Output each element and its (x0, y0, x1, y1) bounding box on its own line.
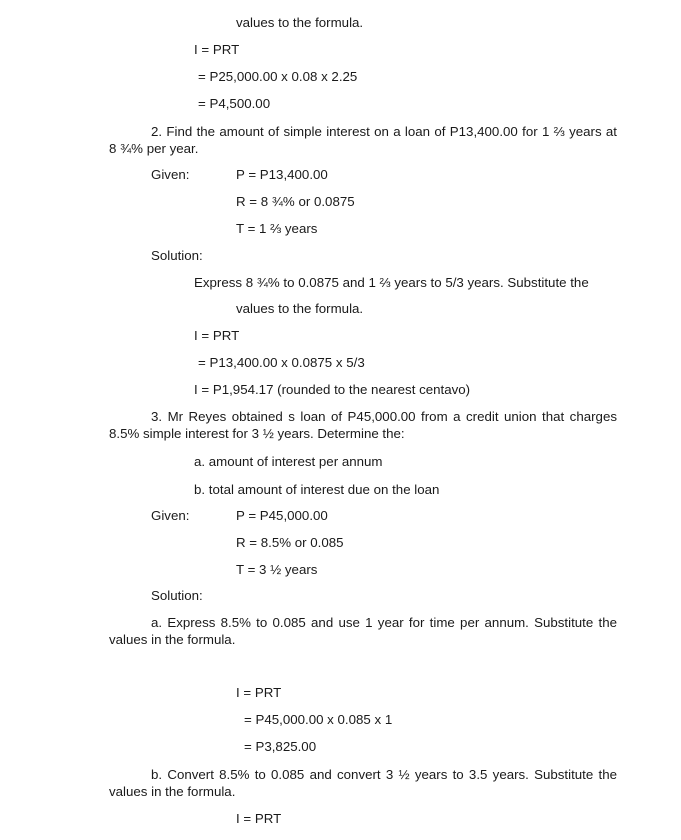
problem2-question: 2. Find the amount of simple interest on a loan of P13,400.00 for 1 ⅔ years at 8 ¾% per year. (109, 124, 617, 156)
example1-step-2: = P4,500.00 (198, 96, 271, 111)
problem3-given-p: P = P45,000.00 (236, 508, 328, 523)
problem3-part-a-step-2: = P3,825.00 (244, 739, 317, 754)
problem3-question: 3. Mr Reyes obtained s loan of P45,000.00 from a credit union that charges 8.5% simple interest for 3 ½ years. Determine the: (109, 409, 617, 441)
problem2-given-r: R = 8 ¾% or 0.0875 (236, 194, 355, 209)
problem3-item-b: b. total amount of interest due on the loan (194, 482, 440, 494)
problem3-given-r: R = 8.5% or 0.085 (236, 535, 344, 550)
problem2-given-p: P = P13,400.00 (236, 167, 328, 182)
problem2-given-t: T = 1 ⅔ years (236, 221, 318, 236)
example1-formula: I = PRT (194, 42, 240, 57)
problem2-step-1: = P13,400.00 x 0.0875 x 5/3 (198, 355, 365, 370)
problem2-formula: I = PRT (194, 328, 240, 343)
example1-step-1: = P25,000.00 x 0.08 x 2.25 (198, 69, 358, 84)
problem2-step-2: I = P1,954.17 (rounded to the nearest centavo) (194, 382, 471, 397)
problem3-part-a-formula: I = PRT (236, 685, 282, 700)
problem3-given-t: T = 3 ½ years (236, 562, 318, 577)
problem2-solution-label: Solution: (151, 248, 203, 263)
problem3-part-a-text: a. Express 8.5% to 0.085 and use 1 year for time per annum. Substitute the values in the formula. (109, 615, 617, 647)
example1-values-line: values to the formula. (236, 15, 364, 30)
problem3-solution-label: Solution: (151, 588, 203, 603)
problem2-given-label: Given: (151, 167, 190, 182)
problem3-part-a-step-1: = P45,000.00 x 0.085 x 1 (244, 712, 393, 727)
problem3-part-b-text: b. Convert 8.5% to 0.085 and convert 3 ½ years to 3.5 years. Substitute the values in the formula. (109, 767, 617, 799)
problem2-solution-text-2: values to the formula. (236, 301, 364, 316)
problem3-item-a: a. amount of interest per annum (194, 454, 383, 469)
problem3-given-label: Given: (151, 508, 190, 523)
problem3-part-b-formula: I = PRT (236, 811, 282, 826)
problem2-solution-text: Express 8 ¾% to 0.0875 and 1 ⅔ years to 5/3 years. Substitute the (194, 275, 589, 290)
